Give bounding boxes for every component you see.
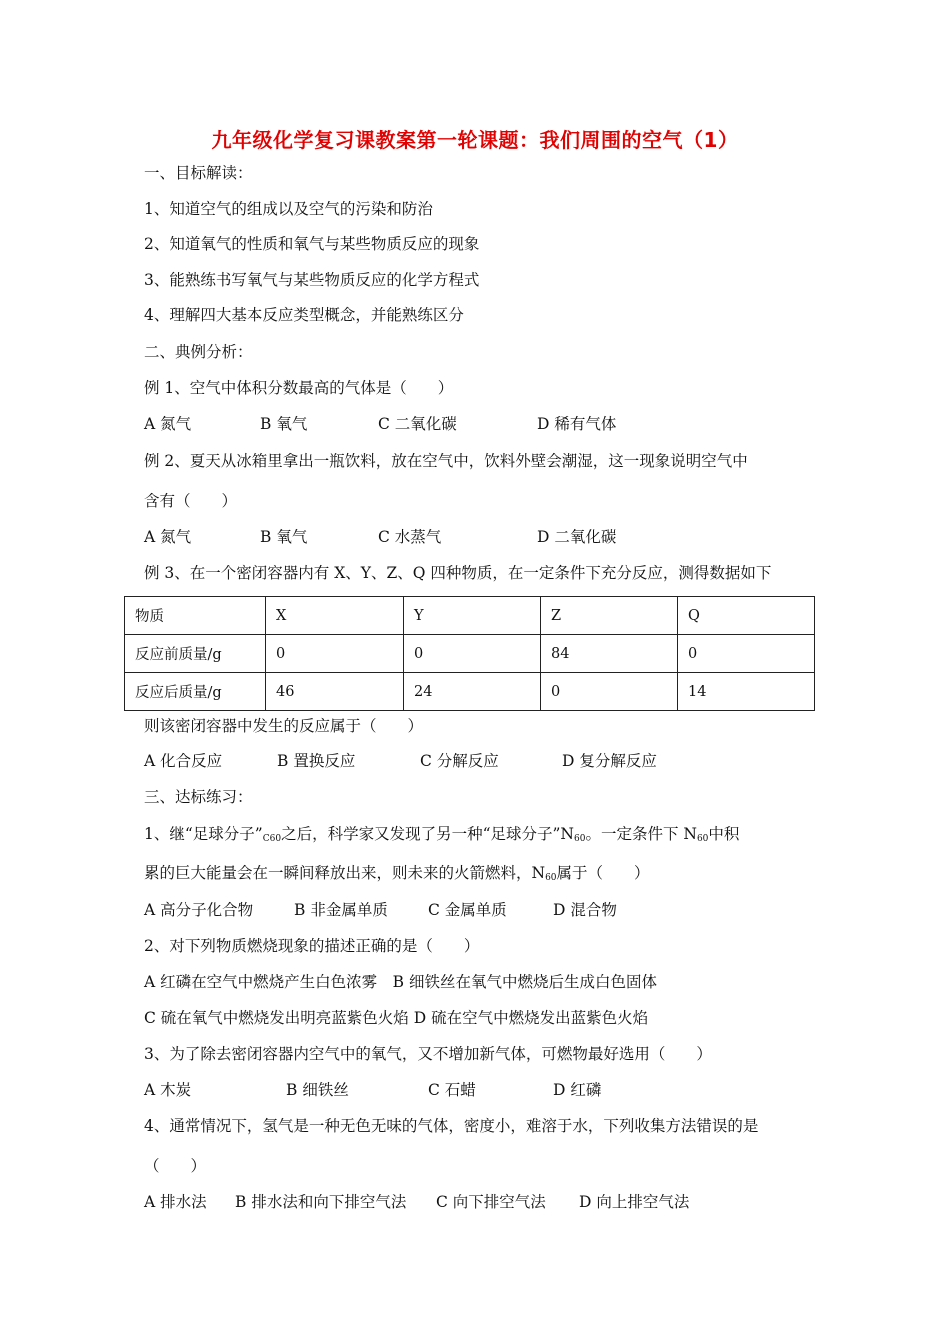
option-b: B 细铁丝 xyxy=(286,1081,349,1099)
option-c: C 水蒸气 xyxy=(378,528,442,546)
option-a: A 氮气 xyxy=(144,528,192,546)
option-d: D 红磷 xyxy=(553,1081,602,1099)
section-heading-examples: 二、典例分析： xyxy=(144,343,253,361)
example-2-question-line1: 例 2、夏天从冰箱里拿出一瓶饮料，放在空气中，饮料外壁会潮湿，这一现象说明空气中 xyxy=(144,452,748,470)
question-3: 3、为了除去密闭容器内空气中的氧气，又不增加新气体，可燃物最好选用（ ） xyxy=(144,1045,712,1063)
objective-item: 2、知道氧气的性质和氧气与某些物质反应的现象 xyxy=(144,235,480,253)
page-title: 九年级化学复习课教案第一轮课题：我们周围的空气（1） xyxy=(211,128,739,152)
objective-item: 1、知道空气的组成以及空气的污染和防治 xyxy=(144,200,433,218)
example-2-question-line2: 含有（ ） xyxy=(144,492,238,510)
question-1-line1: 1、继“足球分子$”_{C60}$之后，科学家又发现了另一种“足球分子$”N_{60}$。一定条件下 $N_{60}$中积 xyxy=(144,825,740,844)
table-header-row xyxy=(125,597,815,635)
table-row xyxy=(125,635,815,673)
option-a: A 氮气 xyxy=(144,415,192,433)
example-3-question: 例 3、在一个密闭容器内有 X、Y、Z、Q 四种物质，在一定条件下充分反应，测得数据如下 xyxy=(144,564,772,582)
section-heading-objectives: 一、目标解读： xyxy=(144,164,253,182)
table-cell: 0 xyxy=(404,635,541,673)
table-cell: 反应后质量/g xyxy=(125,673,266,711)
example-3-followup: 则该密闭容器中发生的反应属于（ ） xyxy=(144,717,424,735)
objective-item: 3、能熟练书写氧气与某些物质反应的化学方程式 xyxy=(144,271,480,289)
table-cell: 24 xyxy=(404,673,541,711)
table-cell: 84 xyxy=(541,635,678,673)
section-heading-practice: 三、达标练习： xyxy=(144,788,253,806)
example-1-question: 例 1、空气中体积分数最高的气体是（ ） xyxy=(144,379,454,397)
option-a: A 化合反应 xyxy=(144,752,223,770)
table-header-cell: Q xyxy=(678,597,815,635)
option-b: B 非金属单质 xyxy=(294,901,388,919)
option-c: C 分解反应 xyxy=(420,752,499,770)
option-a: A 木炭 xyxy=(144,1081,192,1099)
table-cell: 14 xyxy=(678,673,815,711)
option-b: B 氧气 xyxy=(260,415,308,433)
question-4-line1: 4、通常情况下，氢气是一种无色无味的气体，密度小，难溶于水，下列收集方法错误的是 xyxy=(144,1117,759,1135)
question-4-line2: （ ） xyxy=(144,1157,207,1175)
table-cell: 0 xyxy=(678,635,815,673)
option-d: D 混合物 xyxy=(553,901,617,919)
table-header-cell: X xyxy=(266,597,404,635)
option-b: B 排水法和向下排空气法 xyxy=(235,1193,407,1211)
objective-item: 4、理解四大基本反应类型概念，并能熟练区分 xyxy=(144,306,464,324)
option-d: D 二氧化碳 xyxy=(537,528,617,546)
table-cell: 46 xyxy=(266,673,404,711)
question-1-line2: 累的巨大能量会在一瞬间释放出来，则未来的火箭燃料，$N_{60}$属于（ ） xyxy=(144,864,650,883)
option-b: B 置换反应 xyxy=(277,752,356,770)
option-d: D 向上排空气法 xyxy=(579,1193,690,1211)
option-c: C 金属单质 xyxy=(428,901,507,919)
mass-data-table xyxy=(124,596,815,711)
question-2: 2、对下列物质燃烧现象的描述正确的是（ ） xyxy=(144,937,480,955)
option-a: A 排水法 xyxy=(144,1193,207,1211)
question-2-options-cd: C 硫在氧气中燃烧发出明亮蓝紫色火焰 D 硫在空气中燃烧发出蓝紫色火焰 xyxy=(144,1009,649,1027)
option-c: C 向下排空气法 xyxy=(436,1193,546,1211)
question-2-options-ab: A 红磷在空气中燃烧产生白色浓雾 B 细铁丝在氧气中燃烧后生成白色固体 xyxy=(144,973,657,991)
table-header-cell: Y xyxy=(404,597,541,635)
table-cell: 0 xyxy=(266,635,404,673)
option-a: A 高分子化合物 xyxy=(144,901,254,919)
option-d: D 复分解反应 xyxy=(562,752,657,770)
option-c: C 二氧化碳 xyxy=(378,415,457,433)
table-header-cell: Z xyxy=(541,597,678,635)
table-cell: 反应前质量/g xyxy=(125,635,266,673)
option-c: C 石蜡 xyxy=(428,1081,476,1099)
option-d: D 稀有气体 xyxy=(537,415,617,433)
table-row xyxy=(125,673,815,711)
table-cell: 0 xyxy=(541,673,678,711)
option-b: B 氧气 xyxy=(260,528,308,546)
table-header-cell: 物质 xyxy=(125,597,266,635)
